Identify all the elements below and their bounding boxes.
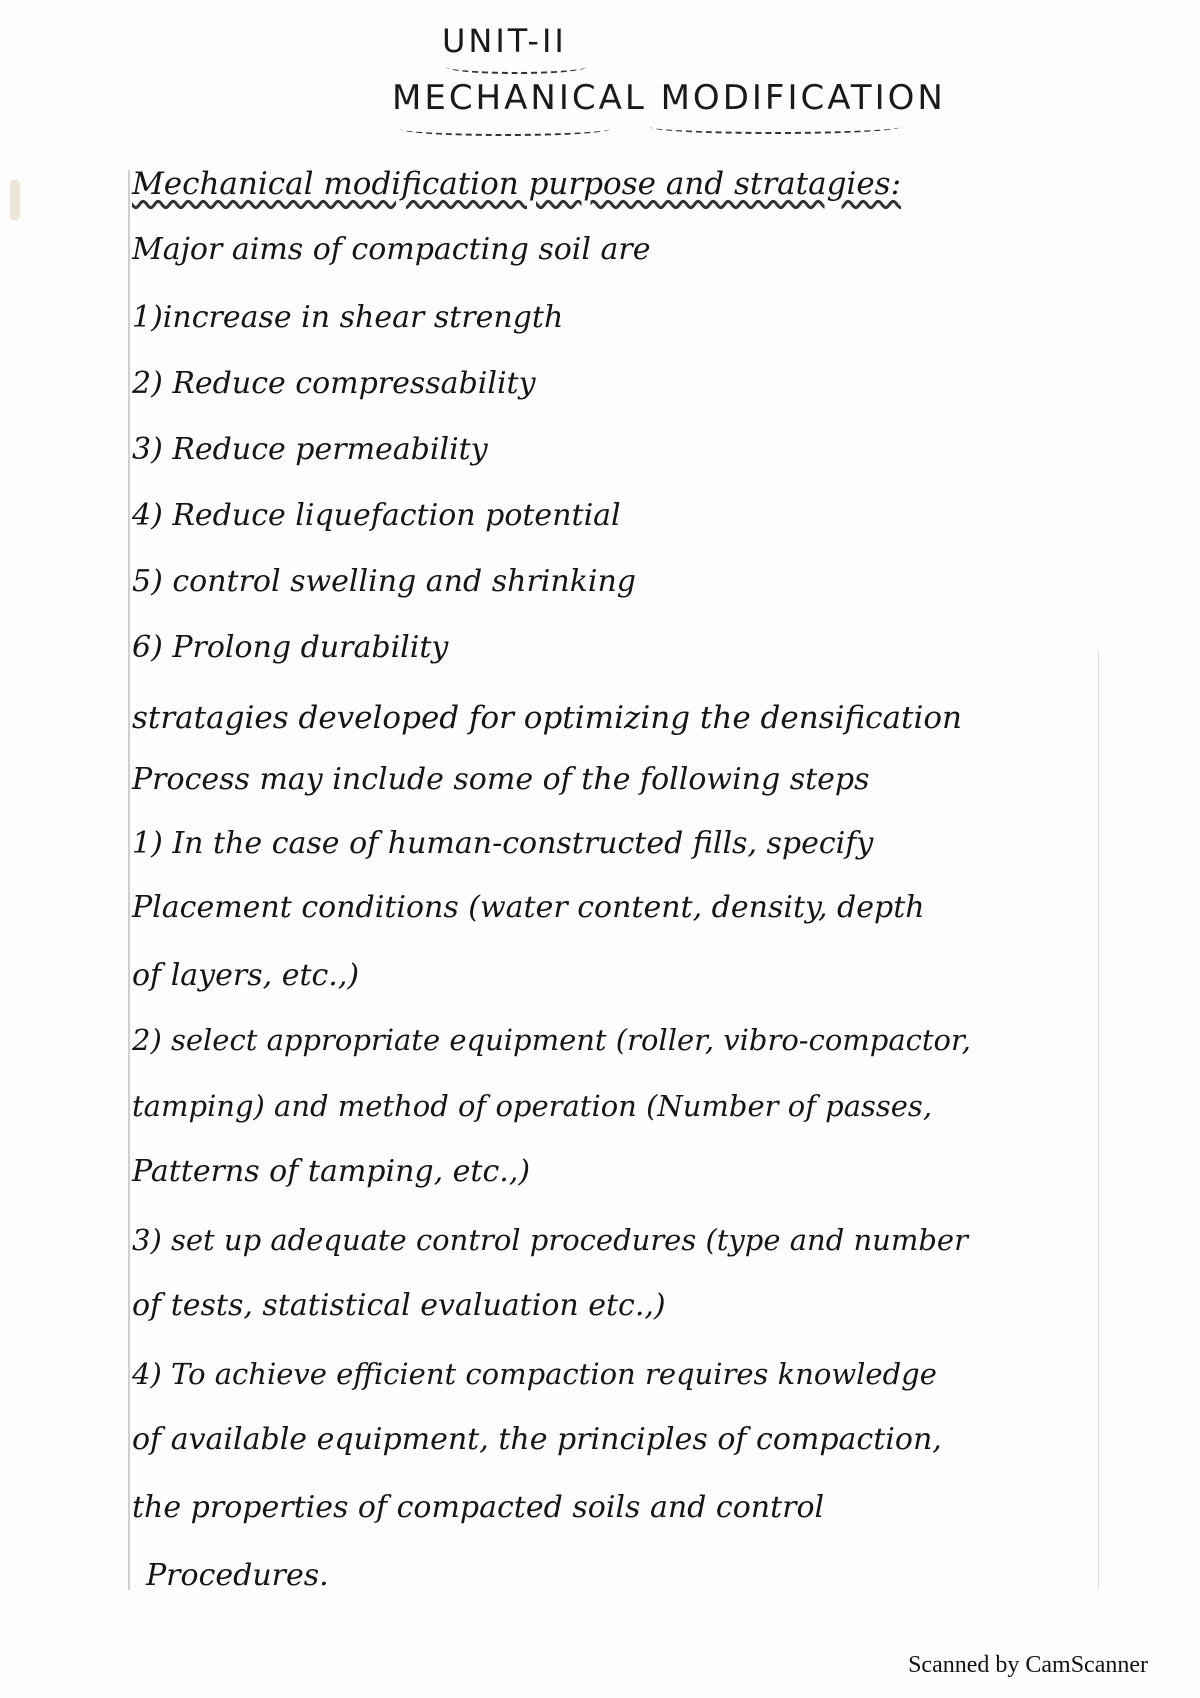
- aim-item: 2) Reduce compressability: [132, 366, 536, 401]
- step-line: of tests, statistical evaluation etc.,): [132, 1288, 666, 1323]
- step-line: tamping) and method of operation (Number of passes,: [132, 1089, 933, 1123]
- scanner-watermark: Scanned by CamScanner: [908, 1652, 1148, 1678]
- unit-underline: [446, 60, 586, 74]
- strategies-intro-line: stratagies developed for optimizing the densification: [132, 700, 963, 736]
- step-line: of available equipment, the principles of compaction,: [132, 1422, 942, 1457]
- step-line: the properties of compacted soils and control: [132, 1490, 825, 1525]
- aim-item: 5) control swelling and shrinking: [132, 564, 636, 599]
- step-line: 3) set up adequate control procedures (type and number: [132, 1223, 968, 1257]
- page-title: MECHANICAL MODIFICATION: [392, 78, 946, 118]
- aim-item: 6) Prolong durability: [132, 630, 449, 665]
- paper-edge-mark: [10, 180, 20, 220]
- subheading: Mechanical modification purpose and stratagies:: [132, 166, 902, 202]
- step-line: Placement conditions (water content, density, depth: [132, 890, 925, 925]
- aim-item: 4) Reduce liquefaction potential: [132, 498, 621, 533]
- step-line: 1) In the case of human-constructed fills, specify: [132, 826, 874, 861]
- title-underline-right: [650, 120, 900, 134]
- strategies-intro-line: Process may include some of the following steps: [132, 762, 870, 797]
- unit-title: UNIT-II: [442, 22, 567, 60]
- title-underline-left: [400, 122, 610, 136]
- step-line: 4) To achieve efficient compaction requires knowledge: [132, 1357, 937, 1391]
- right-margin-line: [1098, 650, 1099, 1590]
- aim-item: 3) Reduce permeability: [132, 432, 488, 467]
- step-line: Procedures.: [146, 1558, 329, 1593]
- step-line: of layers, etc.,): [132, 958, 360, 993]
- step-line: Patterns of tamping, etc.,): [132, 1154, 531, 1189]
- step-line: 2) select appropriate equipment (roller, vibro-compactor,: [132, 1023, 971, 1057]
- intro-text: Major aims of compacting soil are: [132, 232, 651, 267]
- left-margin-line: [128, 170, 130, 1590]
- aim-item: 1)increase in shear strength: [132, 300, 564, 335]
